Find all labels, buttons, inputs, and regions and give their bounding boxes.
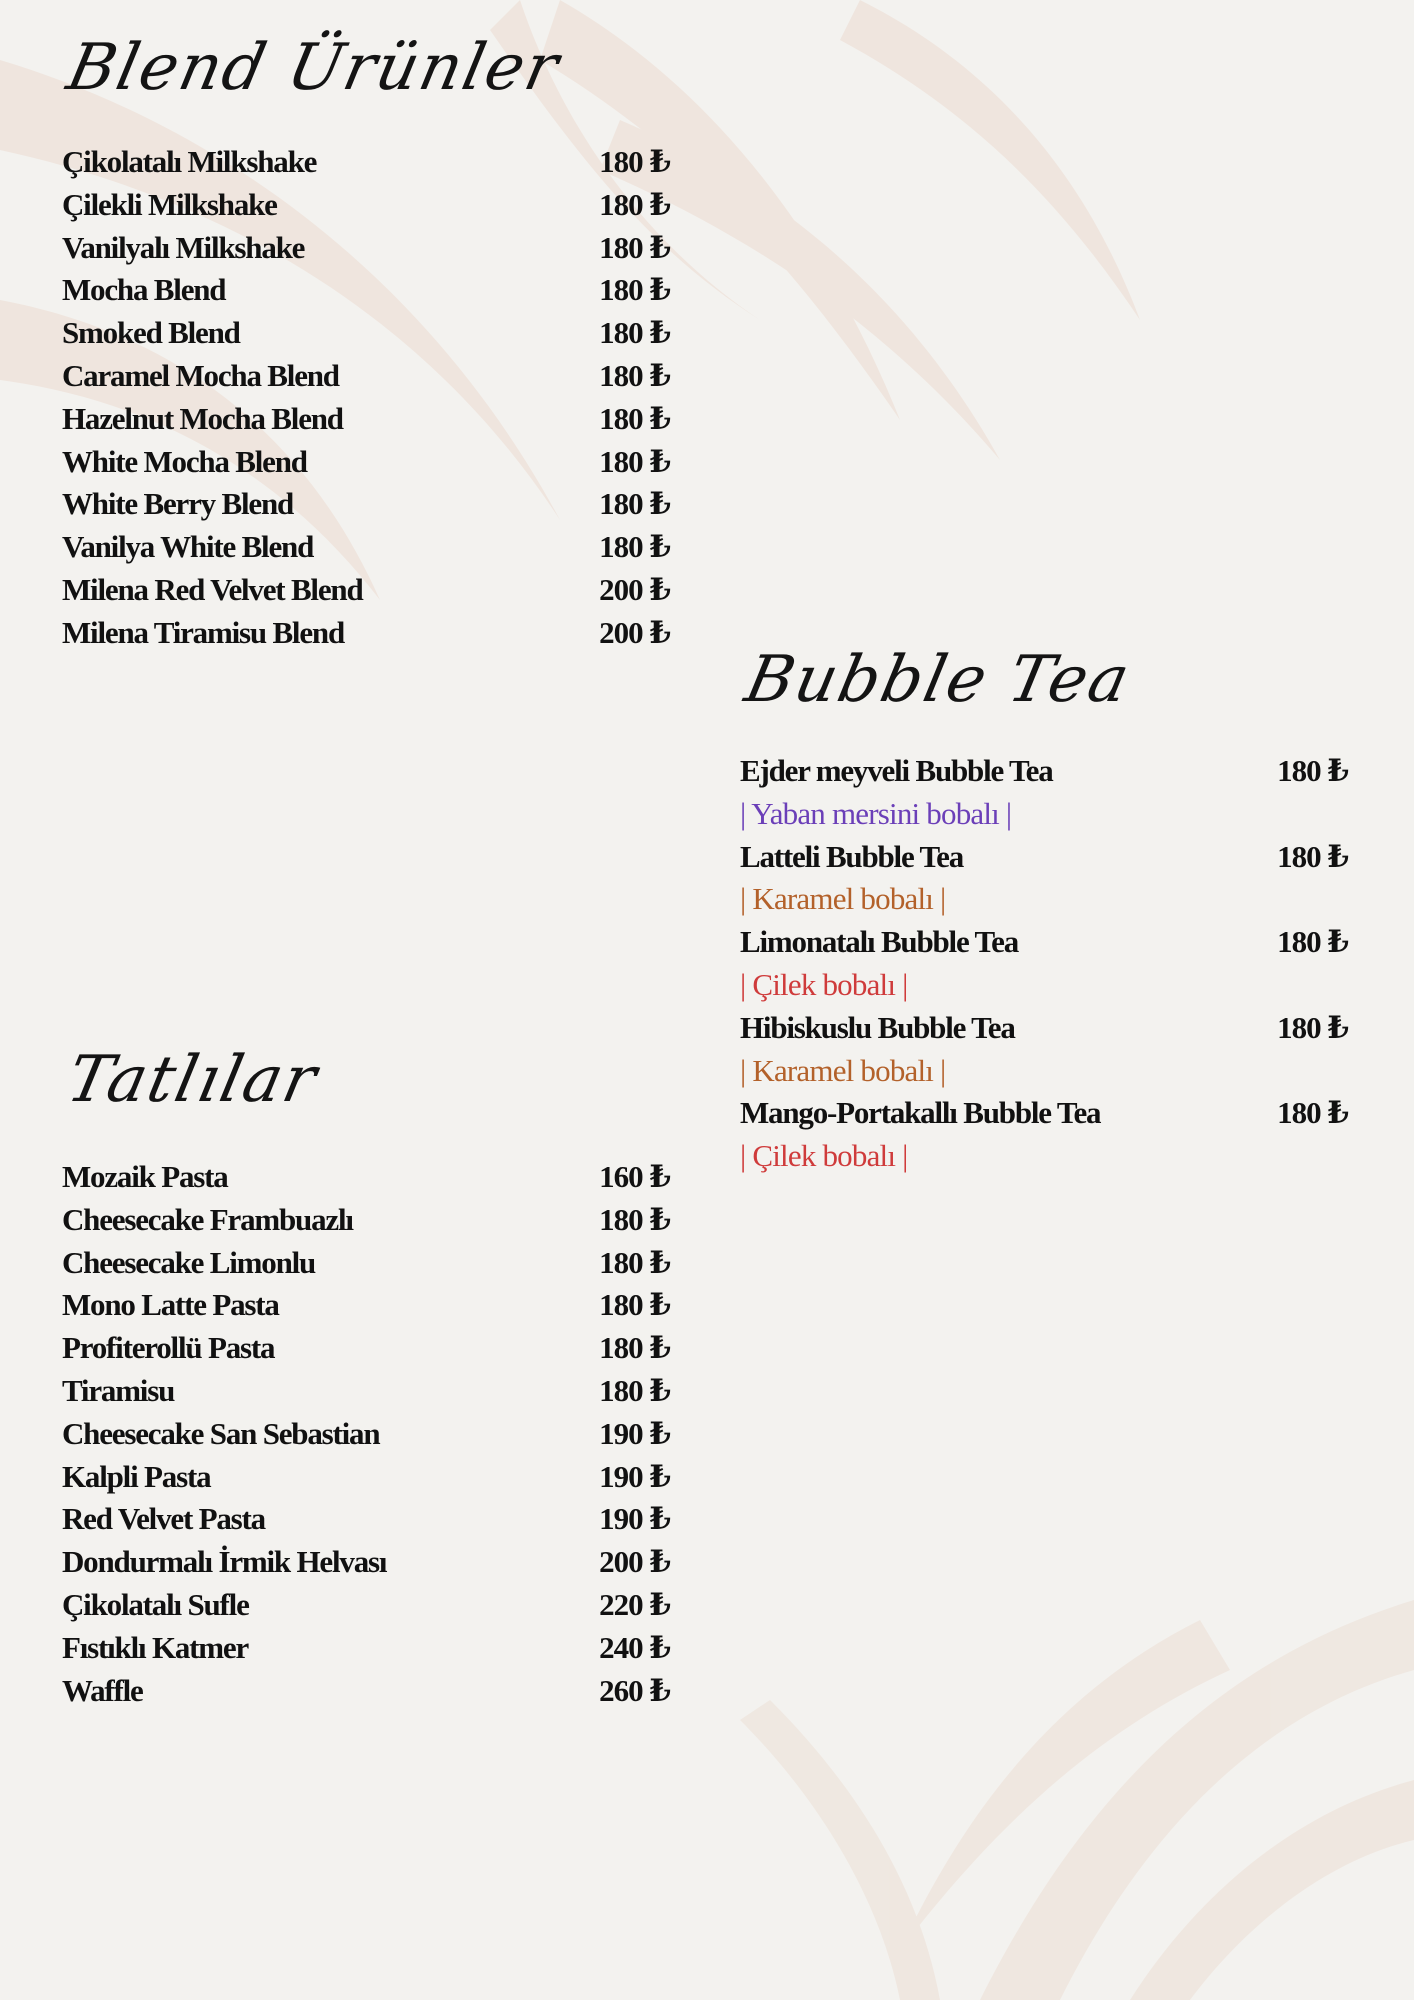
boba-option: | Yaban mersini bobalı | — [740, 795, 1012, 831]
menu-item-row — [62, 1370, 670, 1413]
item-name: Profiterollü Pasta — [62, 1330, 275, 1366]
item-price: 200 ₺ — [599, 614, 670, 650]
item-name: Waffle — [62, 1672, 143, 1708]
bubble-tea-item — [740, 1007, 1348, 1093]
item-price: 180 ₺ — [599, 272, 670, 308]
menu-item-row — [62, 1670, 670, 1713]
blend-products-section — [60, 31, 670, 655]
menu-item-row — [740, 836, 1348, 879]
item-name: Mono Latte Pasta — [62, 1287, 279, 1323]
item-name: Çikolatalı Milkshake — [62, 144, 317, 179]
item-name: Vanilya White Blend — [62, 529, 314, 565]
menu-item-row — [62, 1627, 670, 1670]
boba-option: | Karamel bobalı | — [740, 1052, 946, 1088]
menu-item-row — [62, 483, 670, 526]
desserts-section — [60, 1043, 670, 1712]
item-price: 180 ₺ — [599, 1287, 670, 1323]
item-name: Milena Tiramisu Blend — [62, 614, 344, 650]
menu-item-row — [62, 1498, 670, 1541]
bubble-tea-section — [738, 643, 1348, 1178]
item-price: 180 ₺ — [599, 357, 670, 393]
bubble-tea-item — [740, 921, 1348, 1007]
menu-item-row — [62, 1584, 670, 1627]
boba-option: | Çilek bobalı | — [740, 1138, 908, 1174]
bubble-tea-item — [740, 836, 1348, 922]
item-name: Çikolatalı Sufle — [62, 1586, 249, 1622]
item-price: 180 ₺ — [599, 1330, 670, 1366]
menu-item-row — [62, 612, 670, 655]
menu-item-row — [62, 227, 670, 270]
menu-item-row — [740, 921, 1348, 964]
item-price: 200 ₺ — [599, 1544, 670, 1580]
menu-item-row — [62, 398, 670, 441]
bubble-tea-section-title: Bubble Tea — [738, 643, 1138, 717]
menu-item-row — [62, 569, 670, 612]
item-name: Mozaik Pasta — [62, 1159, 228, 1194]
item-name: Mocha Blend — [62, 272, 226, 308]
item-name: Vanilyalı Milkshake — [62, 229, 305, 265]
menu-item-row — [62, 1199, 670, 1242]
menu-item-row — [740, 1092, 1348, 1135]
menu-item-row — [62, 1541, 670, 1584]
blend-items-list — [62, 141, 670, 655]
item-name: White Mocha Blend — [62, 443, 307, 479]
item-name: Red Velvet Pasta — [62, 1501, 265, 1537]
boba-option: | Karamel bobalı | — [740, 881, 946, 917]
menu-item-row — [62, 1242, 670, 1285]
item-name: Mango-Portakallı Bubble Tea — [740, 1095, 1101, 1131]
item-price: 180 ₺ — [1277, 753, 1348, 788]
item-name: Milena Red Velvet Blend — [62, 571, 363, 607]
item-name: Caramel Mocha Blend — [62, 357, 339, 393]
item-price: 260 ₺ — [599, 1672, 670, 1708]
item-name: Hibiskuslu Bubble Tea — [740, 1009, 1015, 1045]
item-price: 240 ₺ — [599, 1629, 670, 1665]
menu-item-row — [62, 184, 670, 227]
item-price: 180 ₺ — [599, 1244, 670, 1280]
boba-option: | Çilek bobalı | — [740, 966, 908, 1002]
item-name: Çilekli Milkshake — [62, 186, 277, 222]
item-price: 180 ₺ — [599, 486, 670, 522]
item-name: Smoked Blend — [62, 315, 240, 351]
item-price: 180 ₺ — [1277, 924, 1348, 960]
item-name: Cheesecake Frambuazlı — [62, 1201, 353, 1237]
item-price: 180 ₺ — [599, 529, 670, 565]
menu-item-row — [740, 1007, 1348, 1050]
item-name: Kalpli Pasta — [62, 1458, 211, 1494]
item-name: Tiramisu — [62, 1372, 175, 1408]
item-price: 180 ₺ — [1277, 1009, 1348, 1045]
item-name: Cheesecake Limonlu — [62, 1244, 316, 1280]
menu-item-row — [62, 1284, 670, 1327]
item-price: 180 ₺ — [599, 186, 670, 222]
menu-item-row — [62, 355, 670, 398]
item-price: 180 ₺ — [599, 1201, 670, 1237]
menu-item-row — [62, 1156, 670, 1199]
desserts-section-title: Tatlılar — [60, 1043, 325, 1117]
item-price: 180 ₺ — [599, 1372, 670, 1408]
item-name: Limonatalı Bubble Tea — [740, 924, 1019, 960]
item-price: 220 ₺ — [599, 1586, 670, 1622]
item-name: Latteli Bubble Tea — [740, 838, 964, 874]
desserts-items-list — [62, 1156, 670, 1712]
item-price: 190 ₺ — [599, 1458, 670, 1494]
menu-item-row — [62, 441, 670, 484]
item-price: 180 ₺ — [599, 229, 670, 265]
item-name: Ejder meyveli Bubble Tea — [740, 753, 1053, 788]
item-price: 180 ₺ — [1277, 1095, 1348, 1131]
item-price: 180 ₺ — [1277, 838, 1348, 874]
item-price: 190 ₺ — [599, 1501, 670, 1537]
item-name: Dondurmalı İrmik Helvası — [62, 1544, 387, 1580]
item-name: Fıstıklı Katmer — [62, 1629, 249, 1665]
item-price: 180 ₺ — [599, 400, 670, 436]
item-name: Hazelnut Mocha Blend — [62, 400, 343, 436]
item-price: 190 ₺ — [599, 1415, 670, 1451]
menu-item-row — [62, 312, 670, 355]
item-price: 180 ₺ — [599, 443, 670, 479]
menu-item-row — [62, 1413, 670, 1456]
item-price: 200 ₺ — [599, 571, 670, 607]
menu-item-row — [62, 1327, 670, 1370]
item-price: 180 ₺ — [599, 144, 670, 179]
bubble-tea-item — [740, 750, 1348, 836]
menu-item-row — [62, 526, 670, 569]
item-price: 180 ₺ — [599, 315, 670, 351]
item-price: 160 ₺ — [599, 1159, 670, 1194]
item-name: White Berry Blend — [62, 486, 294, 522]
bubble-tea-item — [740, 1092, 1348, 1178]
menu-item-row — [62, 269, 670, 312]
menu-item-row — [62, 141, 670, 184]
blend-section-title: Blend Ürünler — [60, 31, 567, 105]
menu-item-row — [740, 750, 1348, 793]
item-name: Cheesecake San Sebastian — [62, 1415, 380, 1451]
menu-item-row — [62, 1456, 670, 1499]
